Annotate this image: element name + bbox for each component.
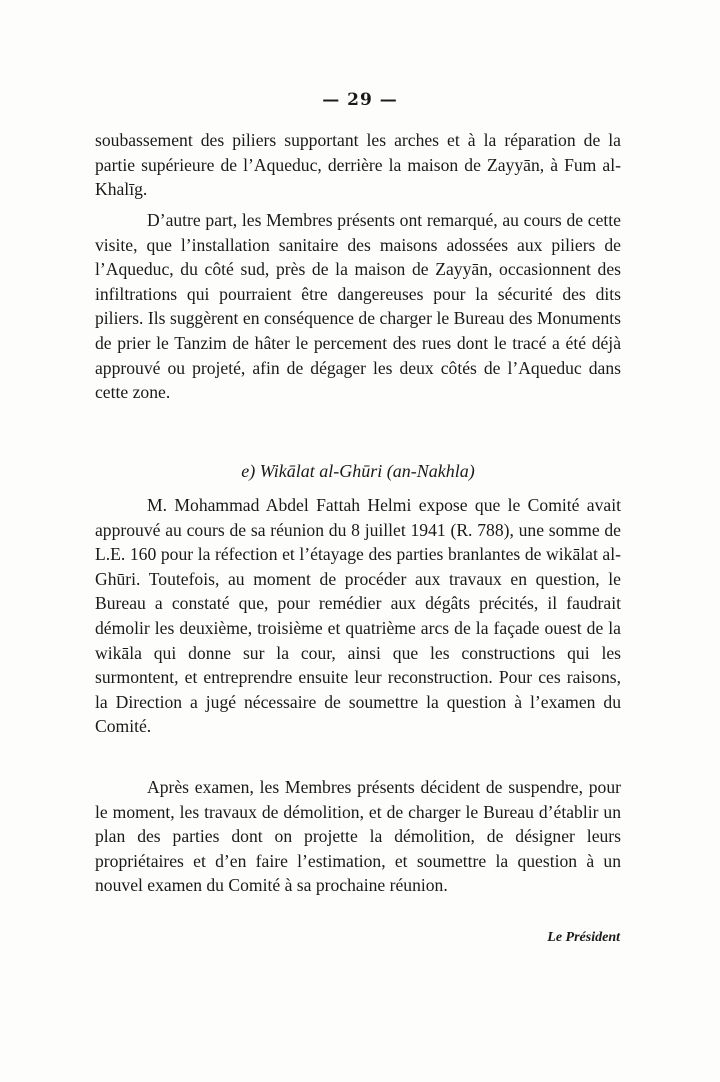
section-heading-wikalat: e) Wikālat al-Ghūri (an-Nakhla) <box>241 461 475 481</box>
page-number: — 29 — <box>322 90 398 110</box>
paragraph-decision: Après examen, les Membres présents décident de suspendre, pour le moment, les travaux de démolition, et de charger le Bureau d’établir un plan des parties dont on projette la démolition, de désigner leurs propriétaires et d’en faire l’estimation, et soumettre la question à un nouvel examen du Comité à sa prochaine réunion. <box>95 777 621 896</box>
signature-president: Le Président <box>547 930 620 945</box>
paragraph-helmi-expose: M. Mohammad Abdel Fattah Helmi expose que le Comité avait approuvé au cours de sa réunion du 8 juillet 1941 (R. 788), une somme de L.E. 160 pour la réfection et l’étayage des parties branlantes de wikālat al-Ghūri. Toutefois, au moment de procéder aux travaux en question, le Bureau a constaté que, pour remédier aux dégâts précités, il faudrait démolir les deuxième, troisième et quatrième arcs de la façade ouest de la wikāla qui donne sur la cour, ainsi que les constructions qui les surmontent, et entreprendre ensuite leur reconstruction. Pour ces raisons, la Direction a jugé nécessaire de soumettre la question à l’examen du Comité. <box>95 495 621 737</box>
paragraph-aqueduc-repair: soubassement des piliers supportant les arches et à la réparation de la partie supérieure de l’Aqueduc, derrière la maison de Zayyān, à Fum al-Khalīg. <box>95 130 621 200</box>
paragraph-sanitary-installation: D’autre part, les Membres présents ont remarqué, au cours de cette visite, que l’installation sanitaire des maisons adossées aux piliers de l’Aqueduc, du côté sud, près de la maison de Zayyān, occasionnent des infiltrations qui pourraient être dangereuses pour la sécurité des dits piliers. Ils suggèrent en conséquence de charger le Bureau des Monuments de prier le Tanzim de hâter le percement des rues dont le tracé a été déjà approuvé ou projeté, afin de dégager les deux côtés de l’Aqueduc dans cette zone. <box>95 210 621 403</box>
